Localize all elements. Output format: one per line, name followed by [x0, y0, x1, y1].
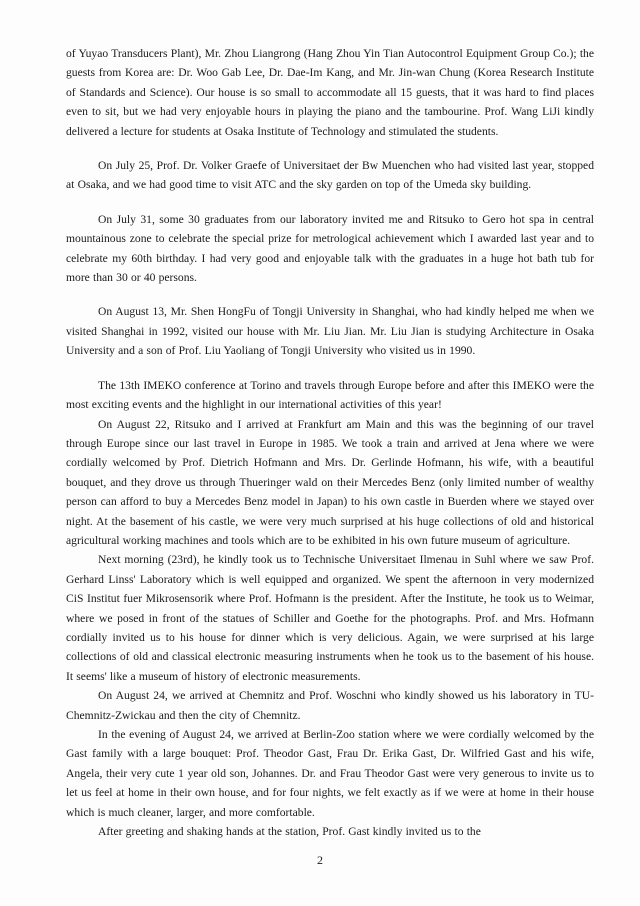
paragraph-august-23: Next morning (23rd), he kindly took us to Technische Universitaet Ilmenau in Suhl where we saw Prof. Gerhard Linss' Laboratory which is well equipped and organized. We spent the afternoon in very modernized CiS Institut fuer Mikrosensorik where Prof. Hofmann is the president. After the Institute, he took us to Weimar, where we posed in front of the statues of Schiller and Goethe for the photographs. Prof. and Mrs. Hofmann cordially invited us to his house for dinner which is very delicious. Again, we were surprised at his large collections of old and classical electronic measuring instruments when he took us to the basement of his house. It seems' like a museum of history of electronic measurements.	[66, 553, 594, 683]
paragraph-july-31: On July 31, some 30 graduates from our laboratory invited me and Ritsuko to Gero hot spa in central mountainous zone to celebrate the special prize for metrological achievement which I awarded last year and to celebrate my 60th birthday. I had very good and enjoyable talk with the graduates in a huge hot bath tub for more than 30 or 40 persons.	[66, 212, 594, 285]
paragraph-august-13: On August 13, Mr. Shen HongFu of Tongji University in Shanghai, who had kindly helped me when we visited Shanghai in 1992, visited our house with Mr. Liu Jian. Mr. Liu Jian is studying Architecture in Osaka University and a son of Prof. Liu Yaoliang of Tongji University who visited us in 1990.	[66, 305, 594, 358]
paragraph-imeko-intro: The 13th IMEKO conference at Torino and travels through Europe before and after this IMEKO were the most exciting events and the highlight in our international activities of this year!	[66, 378, 594, 412]
paragraph-august-24-chemnitz: On August 24, we arrived at Chemnitz and Prof. Woschni who kindly showed us his laboratory in TU-Chemnitz-Zwickau and then the city of Chemnitz.	[66, 689, 594, 722]
document-body	[66, 44, 594, 841]
paragraph-greeting: After greeting and shaking hands at the station, Prof. Gast kindly invited us to the	[98, 825, 481, 839]
page-number: 2	[317, 853, 323, 867]
paragraph-july-25: On July 25, Prof. Dr. Volker Graefe of Universitaet der Bw Muenchen who had visited last year, stopped at Osaka, and we had good time to visit ATC and the sky garden on top of the Umeda sky building.	[66, 159, 594, 192]
paragraph-continuation: of Yuyao Transducers Plant), Mr. Zhou Liangrong (Hang Zhou Yin Tian Autocontrol Equipment Group Co.); the guests from Korea are: Dr. Woo Gab Lee, Dr. Dae-Im Kang, and Mr. Jin-wan Chung (Korea Research Institute of Standards and Science). Our house is so small to accommodate all 15 guests, that it was hard to find places even to sit, but we had very enjoyable hours in playing the piano and the tambourine. Prof. Wang LiJi kindly delivered a lecture for students at Osaka Institute of Technology and stimulated the students.	[66, 47, 594, 138]
paragraph-august-24-berlin: In the evening of August 24, we arrived at Berlin-Zoo station where we were cordially welcomed by the Gast family with a large bouquet: Prof. Theodor Gast, Frau Dr. Erika Gast, Dr. Wilfried Gast and his wife, Angela, their very cute 1 year old son, Johannes. Dr. and Frau Theodor Gast were very generous to invite us to let us feel at home in their own house, and for four nights, we felt exactly as if we were at home in their house which is much cleaner, larger, and more comfortable.	[66, 728, 594, 819]
paragraph-august-22: On August 22, Ritsuko and I arrived at Frankfurt am Main and this was the beginning of our travel through Europe since our last travel in Europe in 1985. We took a train and arrived at Jena where we were cordially welcomed by Prof. Dietrich Hofmann and Mrs. Dr. Gerlinde Hofmann, his wife, with a beautiful bouquet, and they drove us through Thueringer wald on their Mercedes Benz (only limited number of wealthy person can afford to buy a Mercedes Benz model in Japan) to his own castle in Buerden where we stayed over night. At the basement of his castle, we were very much surprised at his huge collections of old and historical agricultural working machines and tools which are to be exhibited in his own future museum of agriculture.	[66, 417, 594, 547]
